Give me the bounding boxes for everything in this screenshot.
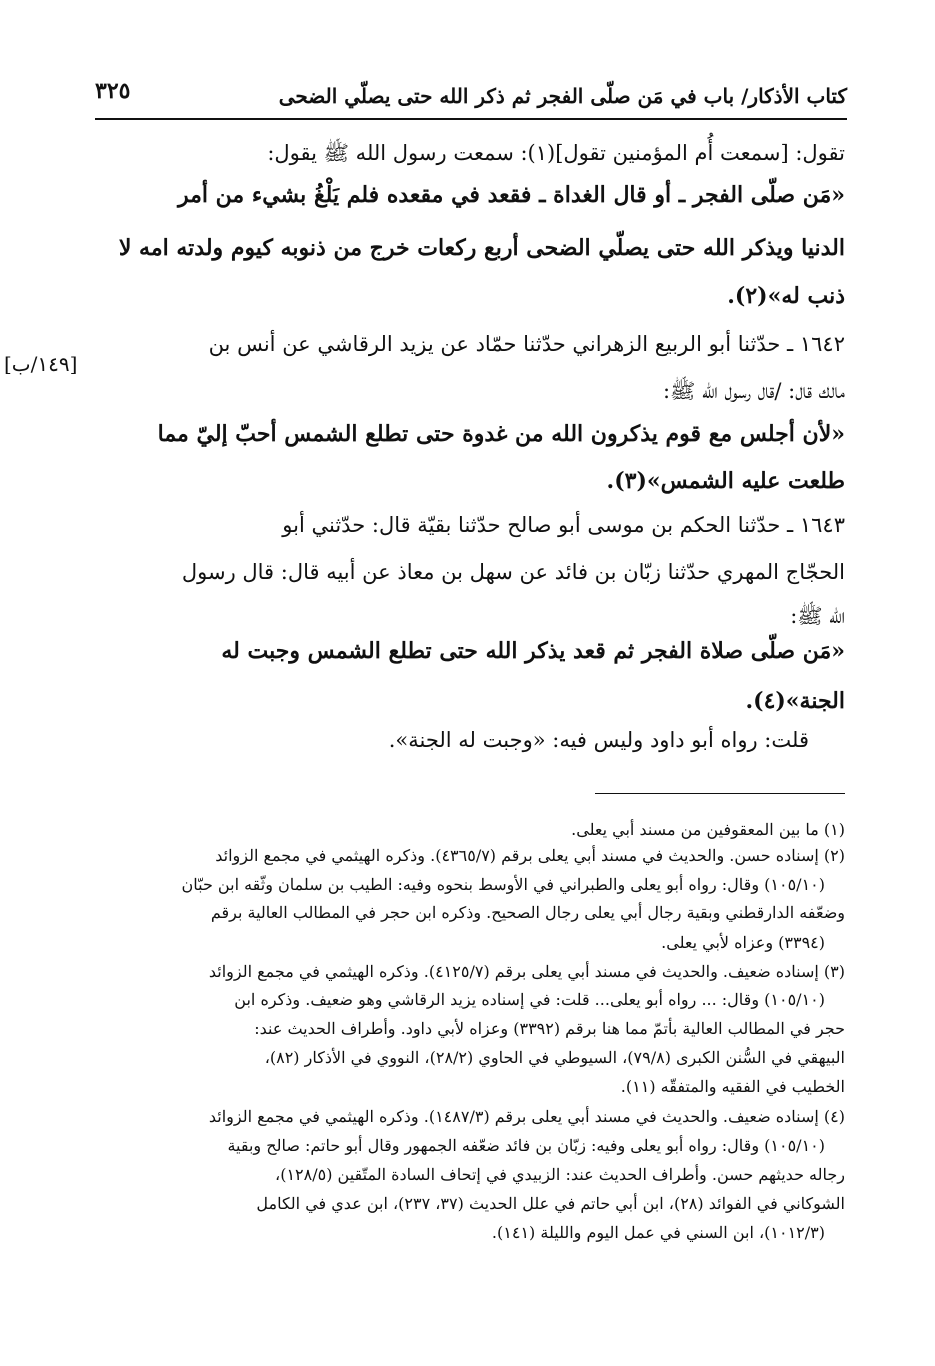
footnote-line: حجر في المطالب العالية بأتمّ مما هنا برقم (٣٣٩٢) وعزاه لأبي داود. وأطراف الحديث عند:: [254, 1019, 845, 1038]
footnote-line: (١٠٥/١٠) وقال: ... رواه أبو يعلى... قلت: في إسناده يزيد الرقاشي وهو ضعيف. وذكره ابن: [234, 990, 825, 1009]
footnote-separator: [595, 793, 845, 794]
footnote-line: (٤) إسناده ضعيف. والحديث في مسند أبي يعلى برقم (١٤٨٧/٣). وذكره الهيثمي في مجمع الزوائد: [208, 1107, 845, 1126]
text-line: «مَن صلّى صلاة الفجر ثم قعد يذكر الله حتى تطلع الشمس وجبت له: [221, 638, 845, 664]
text-line: مالك قال: /قال رسول الله ﷺ:: [662, 379, 845, 403]
text-line: ١٦٤٣ ـ حدّثنا الحكم بن موسى أبو صالح حدّثنا بقيّة قال: حدّثني أبو: [282, 513, 845, 537]
text-line: «لأن أجلس مع قوم يذكرون الله من غدوة حتى تطلع الشمس أحبّ إليّ مما: [157, 421, 845, 447]
footnote-line: رجاله حديثهم حسن. وأطراف الحديث عند: الزبيدي في إتحاف السادة المتّقين (١٢٨/٥)،: [275, 1165, 845, 1184]
footnote-line: (٢) إسناده حسن. والحديث في مسند أبي يعلى برقم (٤٣٦٥/٧). وذكره الهيثمي في مجمع الزوائد: [215, 846, 845, 865]
footnote-line: (١٠٥/١٠) وقال: رواه أبو يعلى والطبراني في الأوسط بنحوه وفيه: الطيب بن سلمان وثّقه ابن حبّان: [181, 875, 825, 894]
footnote-line: الشوكاني في الفوائد (٢٨)، ابن أبي حاتم في علل الحديث (٣٧، ٢٣٧)، ابن عدي في الكامل: [256, 1194, 845, 1213]
footnote-line: الخطيب في الفقيه والمتفقّه (١١).: [620, 1077, 845, 1096]
text-line: «مَن صلّى الفجر ـ أو قال الغداة ـ فقعد في مقعده فلم يَلْغُ بشيء من أمر: [177, 182, 845, 208]
text-line: الدنيا ويذكر الله حتى يصلّي الضحى أربع ركعات خرج من ذنوبه كيوم ولدته امه لا: [118, 235, 845, 261]
running-header: [95, 72, 847, 120]
text-line: الحجّاج المهري حدّثنا زبّان بن فائد عن سهل بن معاذ عن أبيه قال: قال رسول: [181, 560, 845, 584]
manuscript-folio-note: [١٤٩/ب]: [4, 352, 78, 376]
text-line: تقول: [سمعت أُم المؤمنين تقول](١): سمعت رسول الله ﷺ يقول:: [267, 141, 845, 165]
footnote-line: البيهقي في السُّنن الكبرى (٧٩/٨)، السيوطي في الحاوي (٢٨/٢)، النووي في الأذكار (٨٢)،: [264, 1048, 845, 1067]
text-line: ١٦٤٢ ـ حدّثنا أبو الربيع الزهراني حدّثنا حمّاد عن يزيد الرقاشي عن أنس بن: [208, 332, 845, 356]
footnote-line: (١٠١٢/٣)، ابن السني في عمل اليوم والليلة (١٤١).: [491, 1223, 825, 1242]
header-title: كتاب الأذكار/ باب في مَن صلّى الفجر ثم ذكر الله حتى يصلّي الضحى: [278, 84, 847, 108]
page-number: ٣٢٥: [95, 78, 131, 104]
footnote-line: (٣٣٩٤) وعزاه لأبي يعلى.: [661, 933, 825, 952]
text-line: الجنة»(٤).: [745, 688, 845, 714]
footnote-line: (١) ما بين المعقوفين من مسند أبي يعلى.: [571, 820, 845, 839]
footnote-line: وضعّفه الدارقطني وبقية رجال أبي يعلى رجال الصحيح. وذكره ابن حجر في المطالب العالية برقم: [210, 903, 845, 922]
text-line: ذنب له»(٢).: [727, 283, 845, 309]
text-line: قلت: رواه أبو داود وليس فيه: «وجبت له الجنة».: [388, 728, 809, 752]
header-rule: [95, 118, 847, 120]
footnote-line: (١٠٥/١٠) وقال: رواه أبو يعلى وفيه: زبّان بن فائد ضعّفه الجمهور وقال أبو حاتم: صالح وبقية: [227, 1136, 825, 1155]
footnote-line: (٣) إسناده ضعيف. والحديث في مسند أبي يعلى برقم (٤١٢٥/٧). وذكره الهيثمي في مجمع الزوائد: [208, 962, 845, 981]
text-line: الله ﷺ:: [790, 604, 845, 628]
text-line: طلعت عليه الشمس»(٣).: [606, 468, 845, 494]
